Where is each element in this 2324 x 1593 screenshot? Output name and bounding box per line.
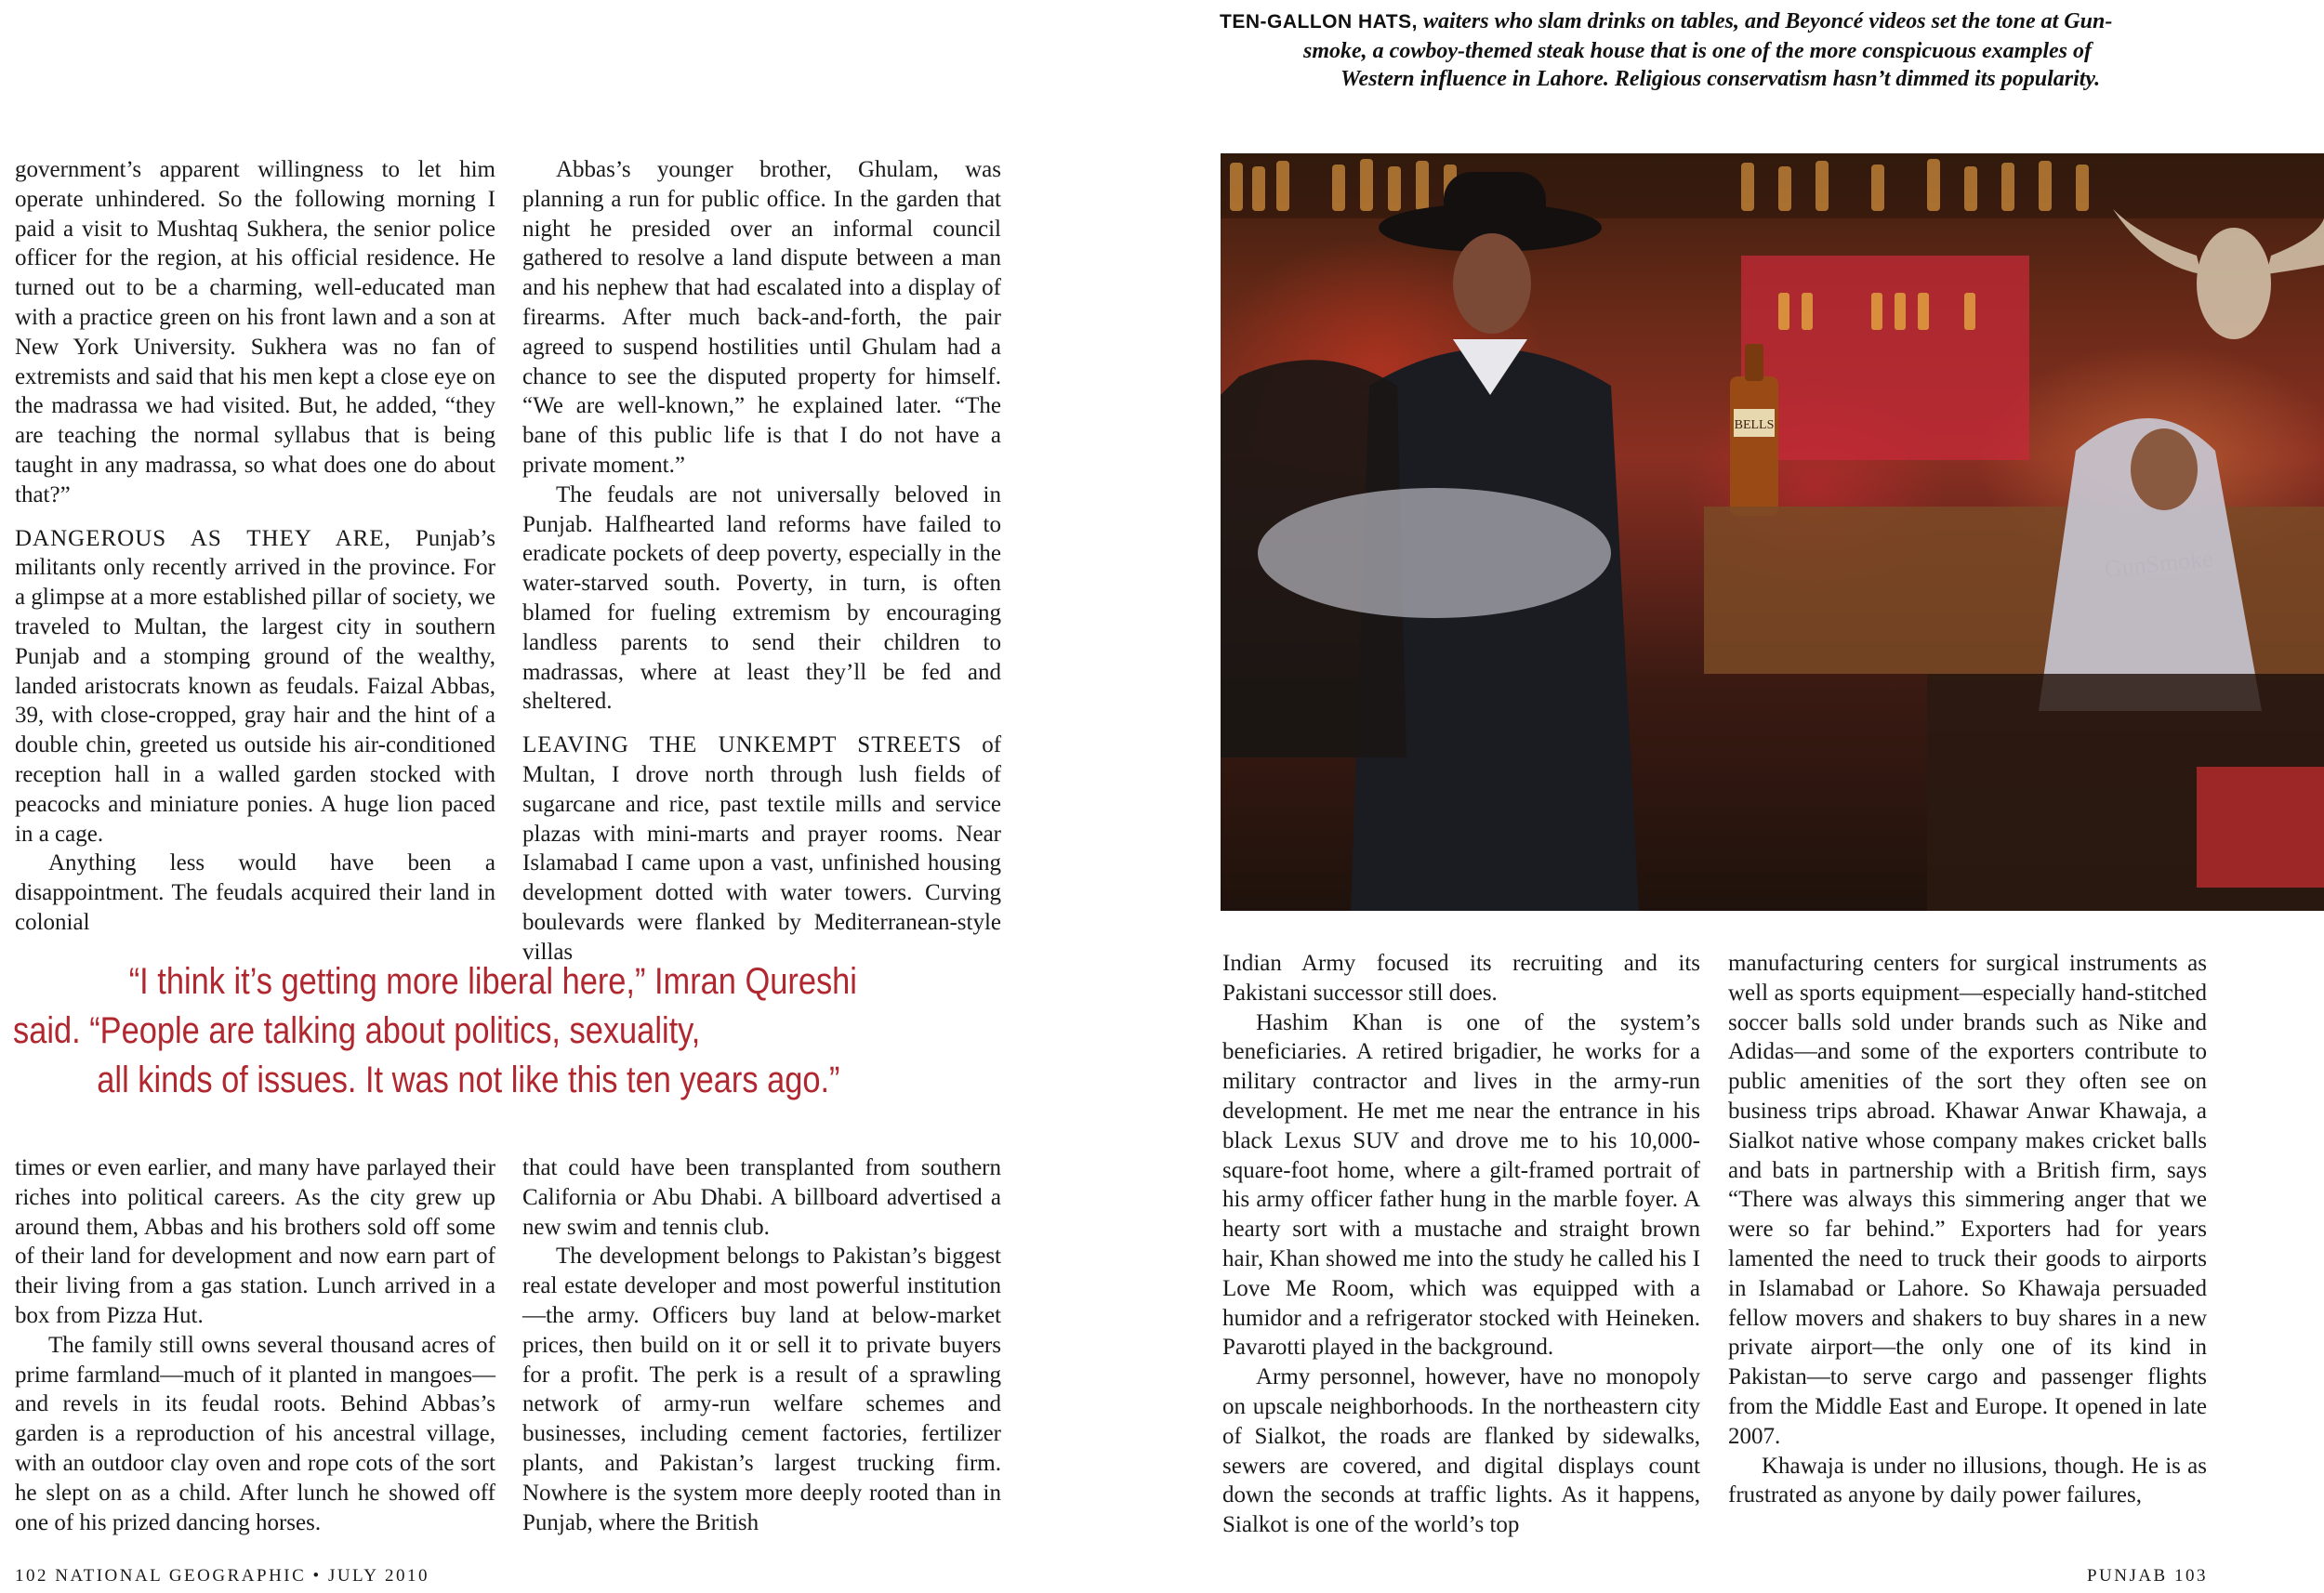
seated-woman xyxy=(2039,418,2262,711)
paragraph: Khawaja is under no illusions, though. He is as frustrated as anyone by daily power failures, xyxy=(1728,1453,2207,1508)
section-lead-in: DANGEROUS AS THEY ARE, xyxy=(15,525,391,551)
paragraph: The feudals are not universally beloved in Punjab. Halfhearted land reforms have failed to eradicate pockets of deep poverty, especially in the water-starved south. Poverty, in turn, is often blamed for fueling extremism by encouraging landless parents to send their children to madrassas, where at least they’ll be fed and sheltered. xyxy=(522,481,1001,715)
caption-lead-in: TEN-GALLON HATS, xyxy=(1220,11,1418,33)
section-lead-in: LEAVING THE UNKEMPT STREETS xyxy=(522,732,962,758)
paragraph-text: of Multan, I drove north through lush fields of sugarcane and rice, past textile mills and service plazas with mini-marts and prayer rooms. Near Islamabad I came upon a vast, unfinished housing development dotted with water towers. Curving boulevards were flanked by Mediterranean-style villas xyxy=(522,732,1002,965)
menu-card xyxy=(2197,767,2324,888)
pull-quote-line: all kinds of issues. It was not like this ten years ago.” xyxy=(97,1060,840,1100)
paragraph: Army personnel, however, have no monopoly on upscale neighborhoods. In the northeastern city of Sialkot, the roads are flanked by sidewalks, sewers are covered, and digital displays count down the seconds at traffic lights. As it happens, Sialkot is one of the world’s top xyxy=(1222,1364,1700,1538)
restaurant-photo xyxy=(1221,153,2324,911)
paragraph: The development belongs to Pakistan’s biggest real estate developer and most powerful institution—the army. Officers buy land at below-market prices, then build on it or sell it to private buyers for a profit. The perk is a result of a sprawling network of army-run welfare schemes and businesses, including cement factories, fertilizer plants, and Pakistan’s largest trucking firm. Nowhere is the system more deeply rooted than in Punjab, where the British xyxy=(522,1244,1001,1535)
paragraph-with-lead-in xyxy=(15,524,495,849)
pull-quote-line: said. “People are talking about politics, sexuality, xyxy=(13,1010,701,1051)
paragraph-with-lead-in xyxy=(522,731,1001,967)
photo-illustration xyxy=(1221,153,2324,911)
bottle-shelves xyxy=(1221,153,2324,218)
right-column-1 xyxy=(1222,949,1700,1540)
paragraph: Hashim Khan is one of the system’s beneficiaries. A retired brigadier, he works for a military contractor and lives in the army-run development. He met me near the entrance in his black Lexus SUV and drove me to his 10,000-square-foot home, where a gilt-framed portrait of his army officer father hung in the marble foyer. A hearty sort with a mustache and straight brown hair, Khan showed me into the study he called his I Love Me Room, which was equipped with a humidor and a refrigerator stocked with Heineken. Pavarotti played in the background. xyxy=(1222,1009,1700,1361)
serving-tray xyxy=(1258,488,1611,618)
caption-line xyxy=(1220,7,2196,37)
right-column-2 xyxy=(1728,949,2207,1510)
paragraph: The family still owns several thousand acres of prime farmland—much of it planted in mangoes—and revels in its feudal roots. Behind Abbas’s garden is a reproduction of his ancestral village, with an outdoor clay oven and rope cots of the sort he slept on as a child. After lunch he showed off one of his prized dancing horses. xyxy=(15,1332,495,1535)
caption-text: waiters who slam drinks on tables, and Beyoncé videos set the tone at Gun- xyxy=(1417,9,2113,33)
pull-quote xyxy=(13,957,857,1105)
paragraph: manufacturing centers for surgical instruments as well as sports equipment—especially hand-stitched soccer balls sold under brands such as Nike and Adidas—and some of the exporters contribute to public amenities of the sort they often see on business trips abroad. Khawar Anwar Khawaja, a Sialkot native whose company makes cricket balls and bats in partnership with a British firm, says “There was always this simmering anger that we were so far behind.” Exporters had for years lamented the need to truck their goods to airports in Islamabad or Lahore. So Khawaja persuaded fellow movers and shakers to buy shares in a new private airport—the only one of its kind in Pakistan—to serve cargo and passenger flights from the Middle East and Europe. It opened in late 2007. xyxy=(1728,951,2207,1449)
paragraph: Anything less would have been a disappointment. The feudals acquired their land in colonial xyxy=(15,850,495,935)
paragraph: that could have been transplanted from southern California or Abu Dhabi. A billboard advertised a new swim and tennis club. xyxy=(522,1155,1001,1240)
paragraph: times or even earlier, and many have parlayed their riches into political careers. As the city grew up around them, Abbas and his brothers sold off some of their land for development and now earn part of their living from a gas station. Lunch arrived in a box from Pizza Hut. xyxy=(15,1155,495,1328)
paragraph: government’s apparent willingness to let him operate unhindered. So the following morning I paid a visit to Mushtaq Sukhera, the senior police officer for the region, at his official residence. He turned out to be a charming, well-educated man with a practice green on his front lawn and a son at New York University. Sukhera was no fan of extremists and said that his men kept a close eye on the madrassa we had visited. But, he added, “they are teaching the normal syllabus that is being taught in any madrassa, so what does one do about that?” xyxy=(15,157,495,507)
red-wall xyxy=(1741,256,2029,460)
left-column-1-top xyxy=(15,155,495,938)
page-folio-left: 102 NATIONAL GEOGRAPHIC • JULY 2010 xyxy=(15,1566,430,1586)
paragraph: Abbas’s younger brother, Ghulam, was planning a run for public office. In the garden that night he presided over an informal council gathered to resolve a land dispute between a man and his nephew that had escalated into a display of firearms. After much back-and-forth, the pair agreed to suspend hostilities until Ghulam had a chance to see the disputed property for himself. “We are well-known,” he explained later. “The bane of this public life is that I do not have a private moment.” xyxy=(522,157,1001,478)
left-column-1-bottom xyxy=(15,1153,495,1537)
bottle-label: BELLS xyxy=(1734,418,1775,432)
paragraph-text: Punjab’s militants only recently arrived in the province. For a glimpse at a more established pillar of society, we traveled to Multan, the largest city in southern Punjab and a stomping ground of the wealthy, landed aristocrats known as feudals. Faizal Abbas, 39, with close-cropped, gray hair and the hint of a double chin, greeted us outside his air-conditioned reception hall in a walled garden stocked with peacocks and miniature ponies. A huge lion paced in a cage. xyxy=(15,525,495,847)
caption-line: Western influence in Lahore. Religious conservatism hasn’t dimmed its popularity. xyxy=(1340,67,2101,91)
paragraph: Indian Army focused its recruiting and its Pakistani successor still does. xyxy=(1222,951,1700,1006)
photo-caption xyxy=(1220,7,2196,94)
left-column-2-bottom xyxy=(522,1153,1001,1537)
steer-skull xyxy=(2113,209,2324,339)
caption-line: smoke, a cowboy-themed steak house that is one of the more conspicuous examples of xyxy=(1303,38,2092,63)
page-folio-right: PUNJAB 103 xyxy=(2086,1566,2208,1586)
left-column-2-top xyxy=(522,155,1001,968)
pull-quote-line: “I think it’s getting more liberal here,” Imran Qureshi xyxy=(128,961,857,1002)
